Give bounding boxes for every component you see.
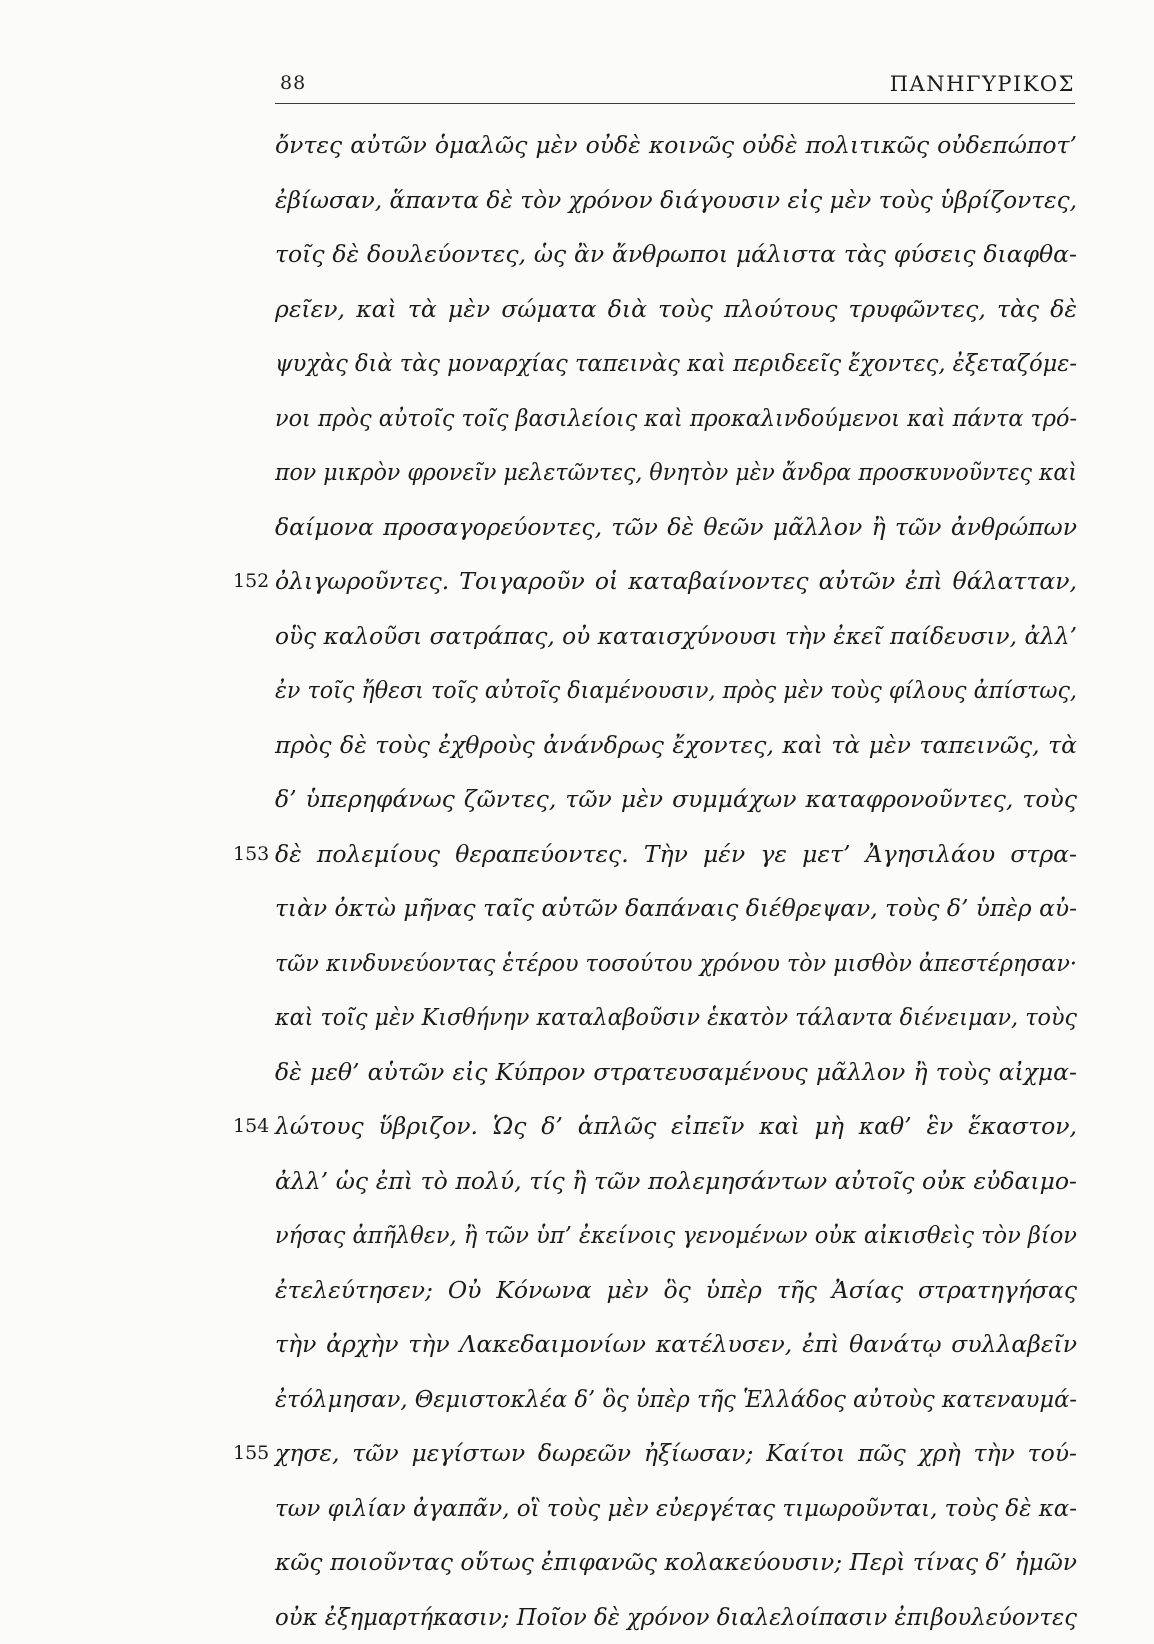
text-line bbox=[275, 554, 1077, 609]
text-line bbox=[275, 227, 1077, 282]
line-text: ἐτελεύτησεν; Οὐ Κόνωνα μὲν ὃς ὑπὲρ τῆς Ἀσίας στρατηγήσας bbox=[275, 1263, 1077, 1318]
text-line bbox=[275, 1208, 1077, 1263]
text-line bbox=[275, 827, 1077, 882]
text-line bbox=[275, 1535, 1077, 1590]
text-line bbox=[275, 1590, 1077, 1644]
line-text: χησε, τῶν μεγίστων δωρεῶν ἠξίωσαν; Καίτοι πῶς χρὴ τὴν τού- bbox=[275, 1426, 1077, 1481]
text-line bbox=[275, 1045, 1077, 1100]
text-line bbox=[275, 1481, 1077, 1536]
text-line bbox=[275, 1099, 1077, 1154]
running-title: ΠΑΝΗΓΥΡΙΚΟΣ bbox=[890, 72, 1075, 96]
line-text: τοῖς δὲ δουλεύοντες, ὡς ἂν ἄνθρωποι μάλιστα τὰς φύσεις διαφθα- bbox=[275, 227, 1077, 282]
line-text: κῶς ποιοῦντας οὕτως ἐπιφανῶς κολακεύουσιν; Περὶ τίνας δ’ ἡμῶν bbox=[275, 1535, 1077, 1590]
body-text bbox=[275, 118, 1077, 1644]
line-text: τὴν ἀρχὴν τὴν Λακεδαιμονίων κατέλυσεν, ἐπὶ θανάτῳ συλλαβεῖν bbox=[275, 1317, 1077, 1372]
text-line bbox=[275, 990, 1077, 1045]
text-line bbox=[275, 118, 1077, 173]
text-line bbox=[275, 445, 1077, 500]
page-header bbox=[275, 72, 1075, 102]
text-line bbox=[275, 1317, 1077, 1372]
text-line bbox=[275, 500, 1077, 555]
line-text: οὓς καλοῦσι σατράπας, οὐ καταισχύνουσι τὴν ἐκεῖ παίδευσιν, ἀλλ’ bbox=[275, 609, 1077, 664]
line-text: δαίμονα προσαγορεύοντες, τῶν δὲ θεῶν μᾶλλον ἢ τῶν ἀνθρώπων bbox=[275, 500, 1077, 555]
text-line bbox=[275, 718, 1077, 773]
text-line bbox=[275, 1263, 1077, 1318]
line-text: των φιλίαν ἀγαπᾶν, οἳ τοὺς μὲν εὐεργέτας τιμωροῦνται, τοὺς δὲ κα- bbox=[275, 1481, 1077, 1536]
line-text: ἐν τοῖς ἤθεσι τοῖς αὐτοῖς διαμένουσιν, πρὸς μὲν τοὺς φίλους ἀπίστως, bbox=[275, 663, 1077, 718]
text-line bbox=[275, 609, 1077, 664]
line-text: καὶ τοῖς μὲν Κισθήνην καταλαβοῦσιν ἑκατὸν τάλαντα διένειμαν, τοὺς bbox=[275, 990, 1077, 1045]
text-line bbox=[275, 336, 1077, 391]
text-line bbox=[275, 1426, 1077, 1481]
line-text: ὀλιγωροῦντες. Τοιγαροῦν οἱ καταβαίνοντες αὐτῶν ἐπὶ θάλατταν, bbox=[275, 554, 1077, 609]
line-text: ἀλλ’ ὡς ἐπὶ τὸ πολύ, τίς ἢ τῶν πολεμησάντων αὐτοῖς οὐκ εὐδαιμο- bbox=[275, 1154, 1077, 1209]
line-text: ὄντες αὐτῶν ὁμαλῶς μὲν οὐδὲ κοινῶς οὐδὲ πολιτικῶς οὐδεπώποτ’ bbox=[275, 118, 1077, 173]
line-text: νήσας ἀπῆλθεν, ἢ τῶν ὑπ’ ἐκείνοις γενομένων οὐκ αἰκισθεὶς τὸν βίον bbox=[275, 1208, 1077, 1263]
line-text: πρὸς δὲ τοὺς ἐχθροὺς ἀνάνδρως ἔχοντες, καὶ τὰ μὲν ταπεινῶς, τὰ bbox=[275, 718, 1077, 773]
line-text: ψυχὰς διὰ τὰς μοναρχίας ταπεινὰς καὶ περιδεεῖς ἔχοντες, ἐξεταζόμε- bbox=[275, 336, 1077, 391]
line-text: δὲ πολεμίους θεραπεύοντες. Τὴν μέν γε μετ’ Ἀγησιλάου στρα- bbox=[275, 827, 1077, 882]
line-text: δ’ ὑπερηφάνως ζῶντες, τῶν μὲν συμμάχων καταφρονοῦντες, τοὺς bbox=[275, 772, 1077, 827]
text-line bbox=[275, 663, 1077, 718]
text-line bbox=[275, 391, 1077, 446]
line-text: δὲ μεθ’ αὑτῶν εἰς Κύπρον στρατευσαμένους μᾶλλον ἢ τοὺς αἰχμα- bbox=[275, 1045, 1077, 1100]
text-line bbox=[275, 772, 1077, 827]
text-line bbox=[275, 881, 1077, 936]
line-text: πον μικρὸν φρονεῖν μελετῶντες, θνητὸν μὲν ἄνδρα προσκυνοῦντες καὶ bbox=[275, 445, 1077, 500]
line-text: ρεῖεν, καὶ τὰ μὲν σώματα διὰ τοὺς πλούτους τρυφῶντες, τὰς δὲ bbox=[275, 282, 1077, 337]
text-line bbox=[275, 936, 1077, 991]
section-number: 152 bbox=[233, 554, 273, 609]
page-number: 88 bbox=[280, 72, 306, 94]
text-line bbox=[275, 282, 1077, 337]
header-rule bbox=[275, 103, 1075, 104]
section-number: 155 bbox=[233, 1426, 273, 1481]
text-line bbox=[275, 173, 1077, 228]
line-text: λώτους ὕβριζον. Ὡς δ’ ἁπλῶς εἰπεῖν καὶ μὴ καθ’ ἓν ἕκαστον, bbox=[275, 1099, 1077, 1154]
line-text: ἐβίωσαν, ἅπαντα δὲ τὸν χρόνον διάγουσιν εἰς μὲν τοὺς ὑβρίζοντες, bbox=[275, 173, 1077, 228]
section-number: 153 bbox=[233, 827, 273, 882]
text-line bbox=[275, 1372, 1077, 1427]
line-text: νοι πρὸς αὐτοῖς τοῖς βασιλείοις καὶ προκαλινδούμενοι καὶ πάντα τρό- bbox=[275, 391, 1077, 446]
line-text: οὐκ ἐξημαρτήκασιν; Ποῖον δὲ χρόνον διαλελοίπασιν ἐπιβουλεύοντες bbox=[275, 1590, 1077, 1644]
line-text: τιὰν ὀκτὼ μῆνας ταῖς αὑτῶν δαπάναις διέθρεψαν, τοὺς δ’ ὑπὲρ αὐ- bbox=[275, 881, 1077, 936]
line-text: ἐτόλμησαν, Θεμιστοκλέα δ’ ὃς ὑπὲρ τῆς Ἑλλάδος αὐτοὺς κατεναυμά- bbox=[275, 1372, 1077, 1427]
line-text: τῶν κινδυνεύοντας ἑτέρου τοσούτου χρόνου τὸν μισθὸν ἀπεστέρησαν· bbox=[275, 936, 1077, 991]
section-number: 154 bbox=[233, 1099, 273, 1154]
text-line bbox=[275, 1154, 1077, 1209]
